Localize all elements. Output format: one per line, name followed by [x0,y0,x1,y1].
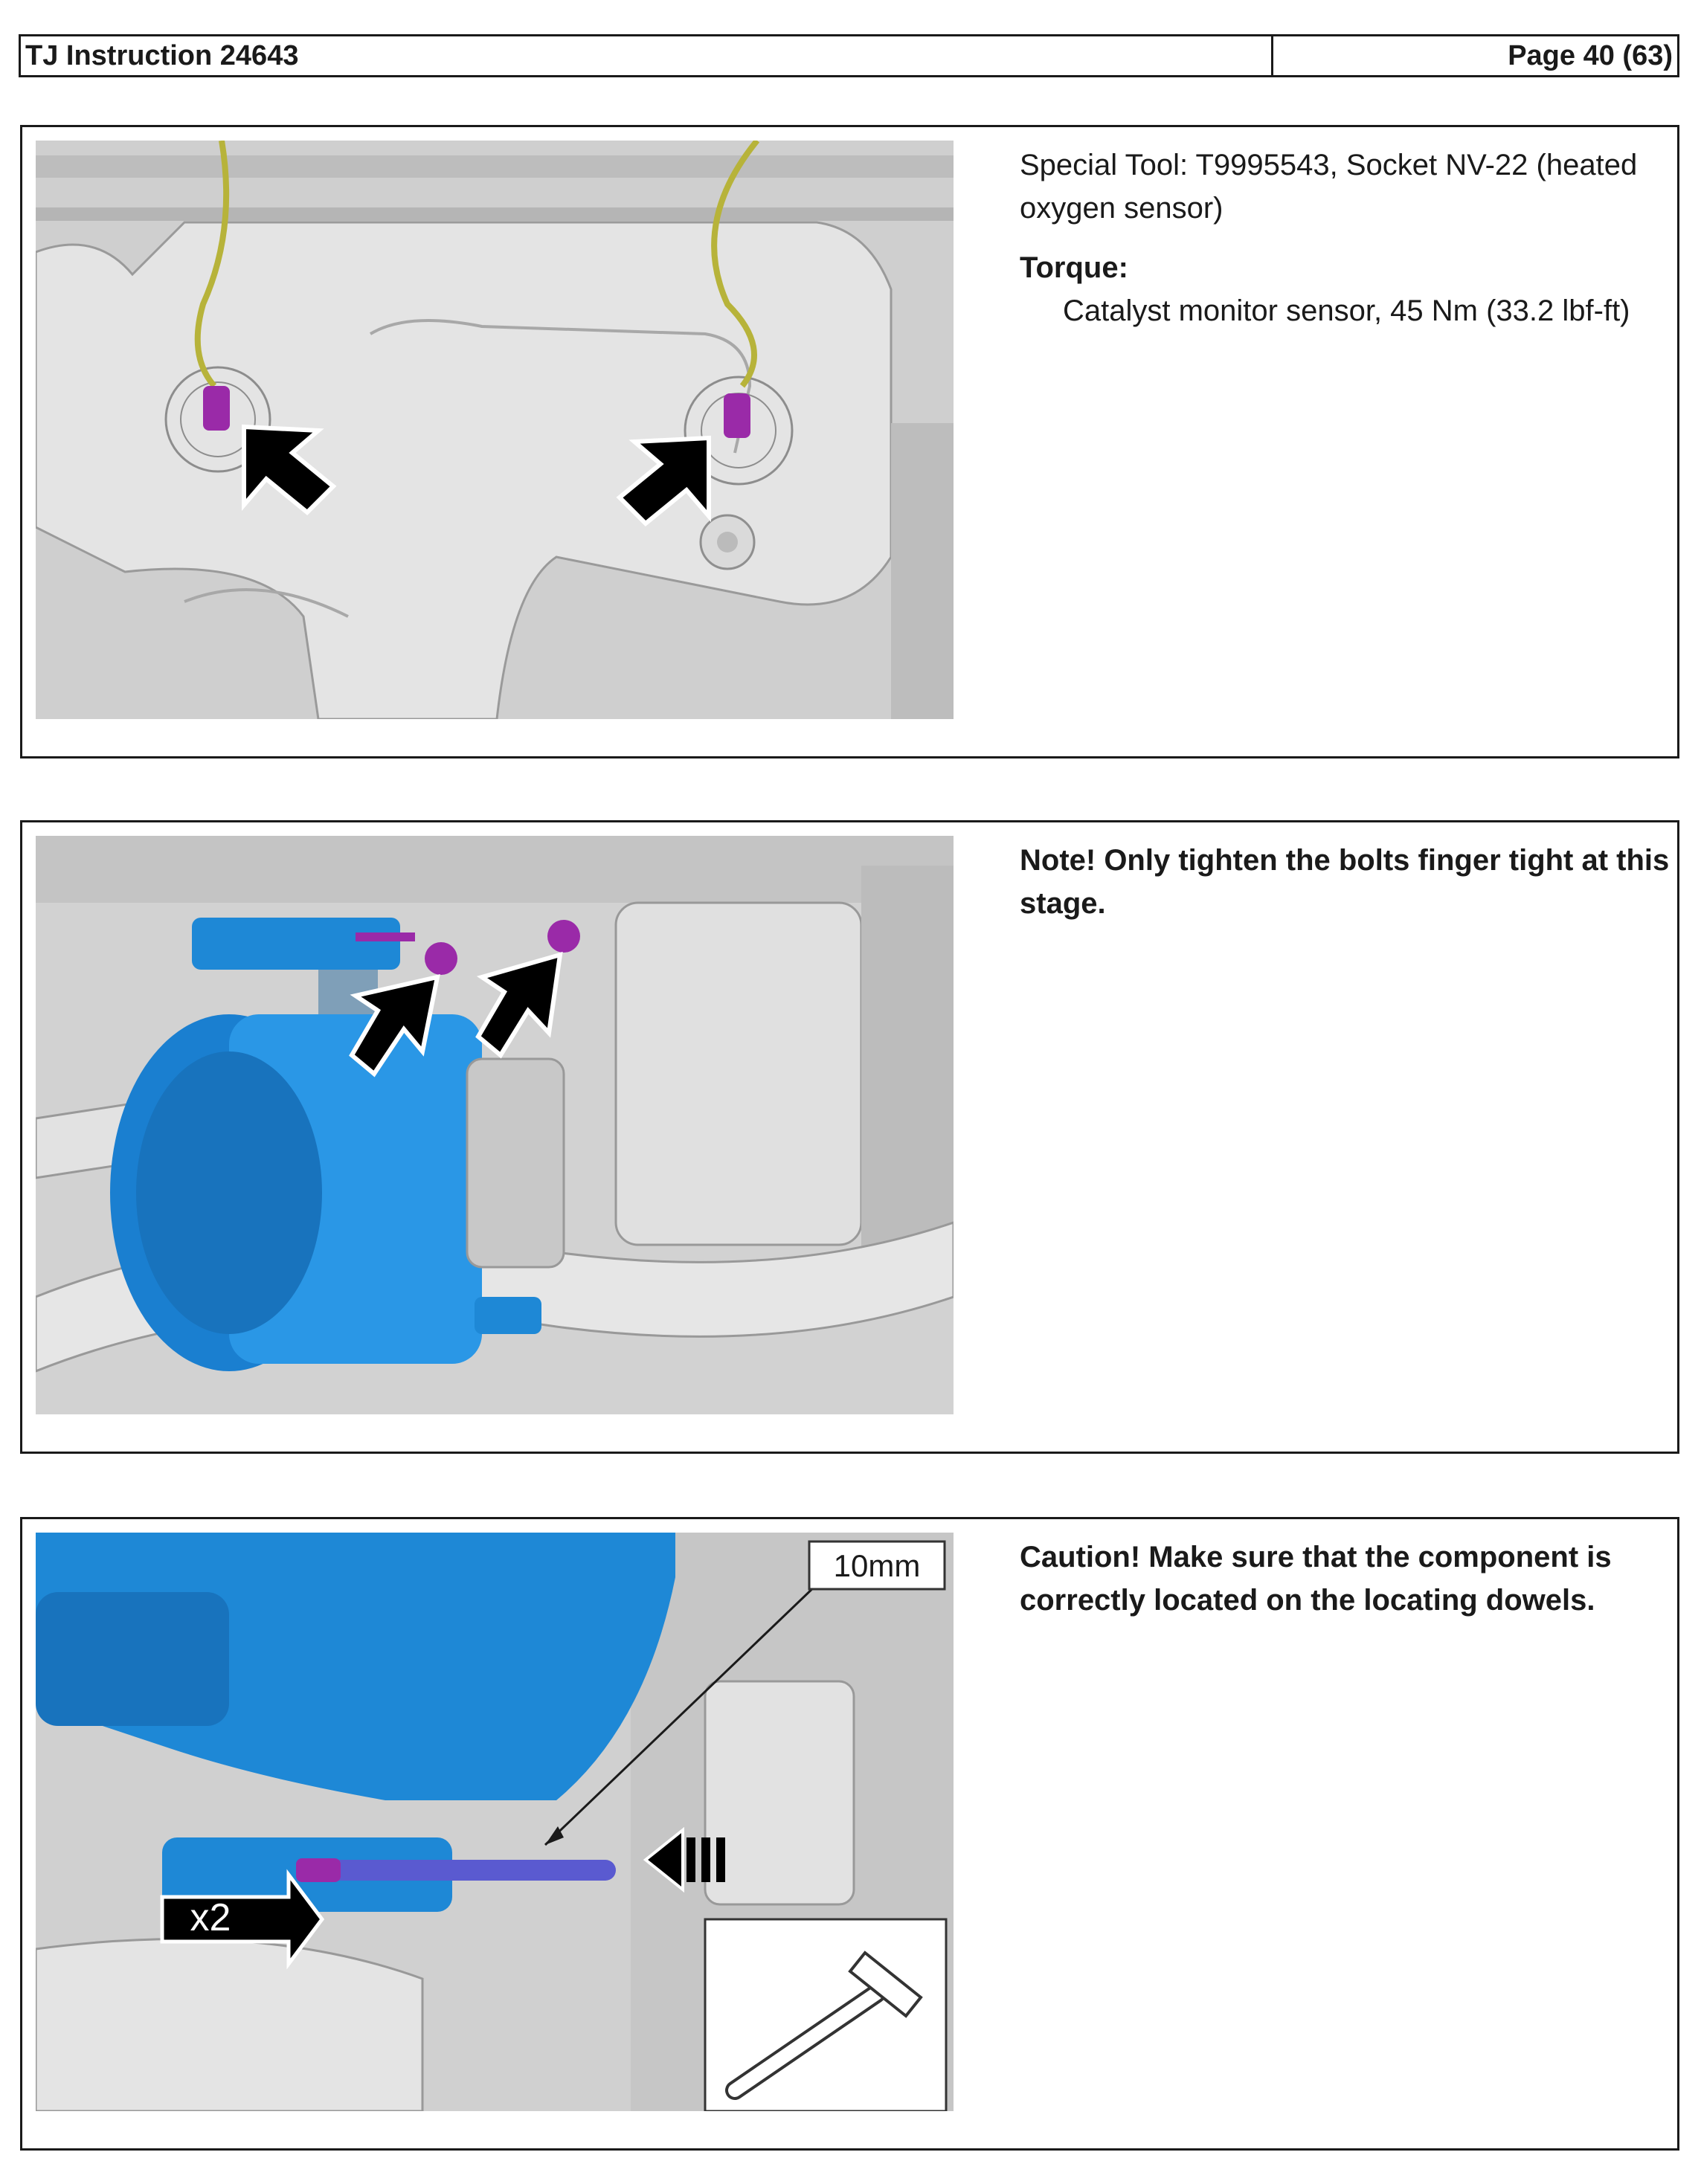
dowel-pin [296,1858,616,1882]
callout-count-label: x2 [190,1896,231,1939]
torque-label: Torque: [1020,251,1128,284]
step-3-text [1020,1536,1689,1622]
step-1 [20,125,1679,758]
exhaust-manifold-drawing [36,141,954,719]
alternator-bolts-illustration [36,836,954,1414]
page-number: Page 40 (63) [1508,39,1673,71]
bolt-left [425,942,457,975]
note-text: Note! Only tighten the bolts finger tight at this stage. [1020,844,1670,920]
step-2-text [1020,839,1689,925]
step-1-text [1020,144,1689,332]
caution-text: Caution! Make sure that the component is correctly located on the locating dowels. [1020,1541,1612,1617]
hammer-icon [705,1919,946,2111]
bolt-right [547,920,580,953]
callout-size-label: 10mm [833,1548,921,1583]
step-3 [20,1517,1679,2151]
document-header [19,34,1679,77]
instruction-number: TJ Instruction 24643 [21,36,1273,75]
special-tool-text: Special Tool: T9995543, Socket NV-22 (heated oxygen sensor) [1020,149,1638,225]
oxygen-sensor-illustration [36,141,954,719]
alternator-drawing [36,836,954,1414]
locating-dowels-illustration [36,1533,954,2111]
step-2 [20,820,1679,1454]
torque-value: Catalyst monitor sensor, 45 Nm (33.2 lbf-ft) [1063,294,1630,327]
dowel-installation-drawing [36,1533,954,2111]
